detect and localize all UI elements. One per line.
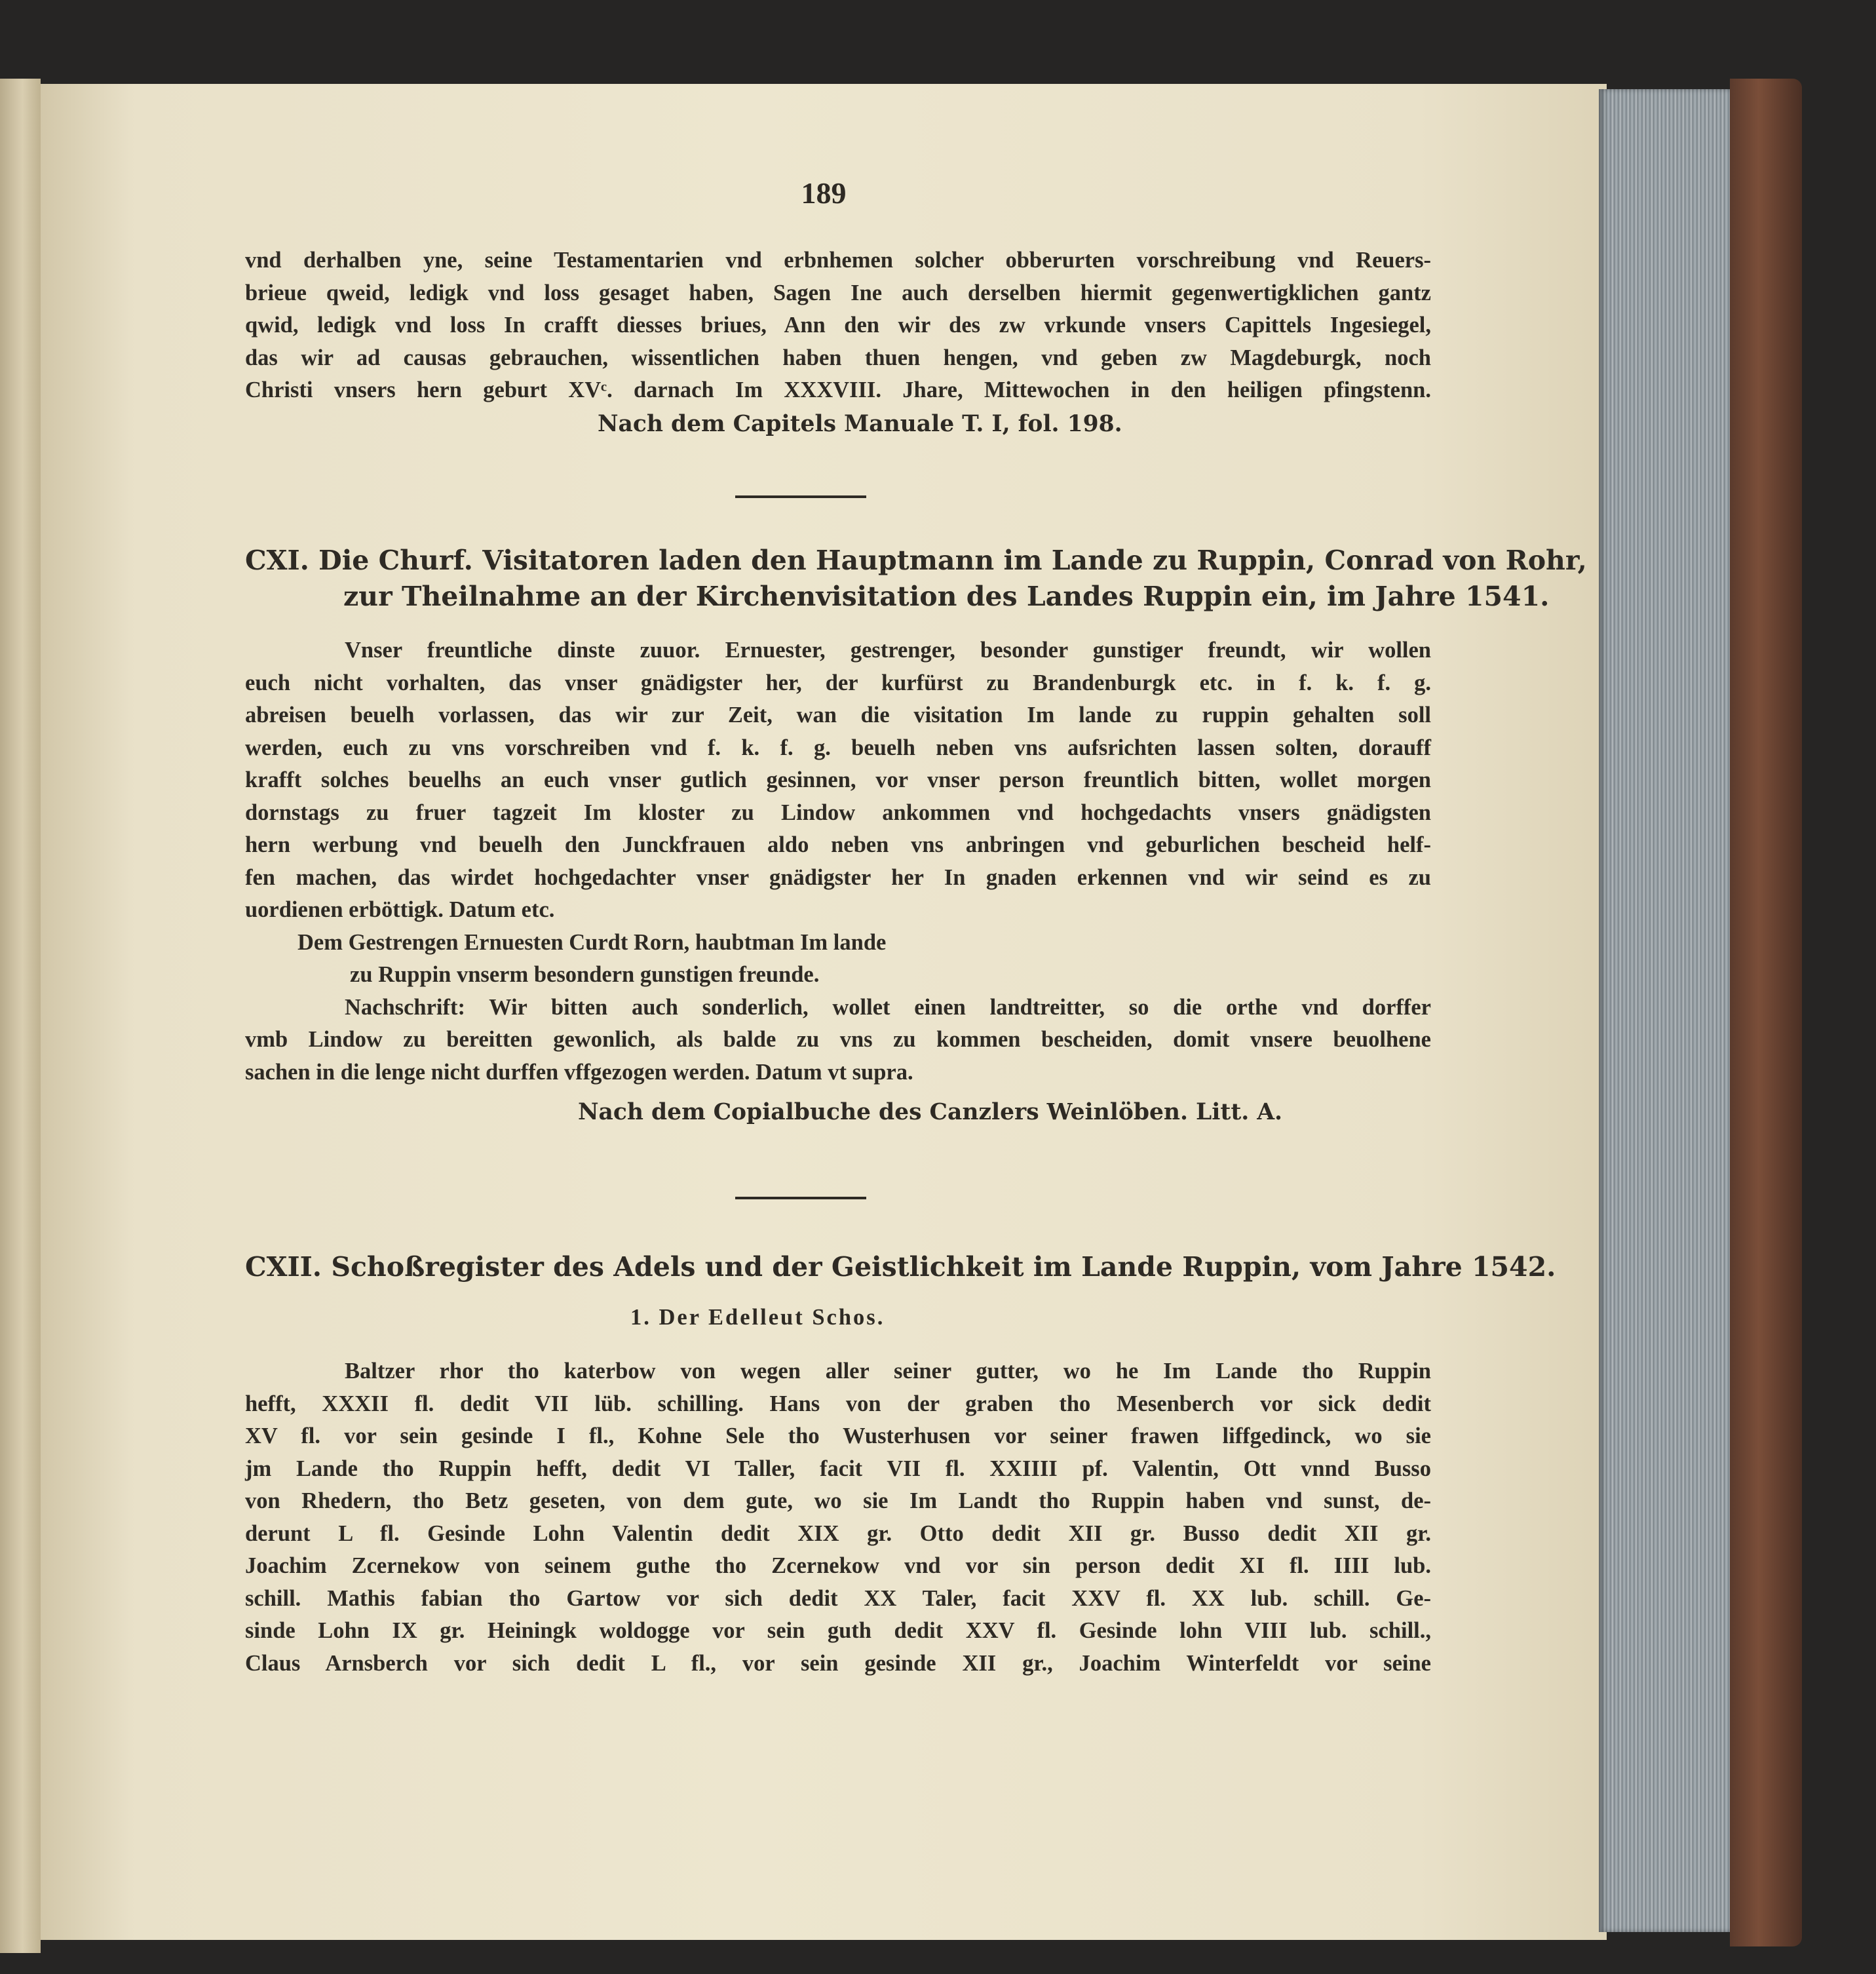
text-line: dornstags zu fruer tagzeit Im kloster zu Lindow ankommen vnd hochgedachts vnsers gnädigsten	[245, 800, 1431, 825]
text-line: qwid, ledigk vnd loss In crafft diesses briues, Ann den wir des zw vrkunde vnsers Capittels Ingesiegel,	[245, 313, 1431, 338]
text-line: sinde Lohn IX gr. Heiningk woldogge vor sein guth dedit XXV fl. Gesinde lohn VIII lub. schill.,	[245, 1618, 1431, 1643]
text-line: uordienen erböttigk. Datum etc.	[245, 897, 555, 922]
section-cxii-body	[245, 1355, 1431, 1680]
page-number: 189	[801, 176, 847, 210]
text-line: derunt L fl. Gesinde Lohn Valentin dedit XIX gr. Otto dedit XII gr. Busso dedit XII gr.	[245, 1520, 1431, 1546]
text-line: jm Lande tho Ruppin hefft, dedit VI Taller, facit VII fl. XXIIII pf. Valentin, Ott vnnd Busso	[245, 1456, 1431, 1481]
text-line: hern werbung vnd beuelh den Junckfrauen aldo neben vns anbringen vnd geburlichen bescheid helf-	[245, 832, 1431, 857]
heading-line: CXI. Die Churf. Visitatoren laden den Hauptmann im Lande zu Ruppin, Conrad von Rohr,	[245, 545, 1587, 576]
book-page	[41, 84, 1607, 1940]
postscript-line: Nachschrift: Wir bitten auch sonderlich, wollet einen landtreitter, so die orthe vnd dorffer	[345, 994, 1431, 1020]
text-line: XV fl. vor sein gesinde I fl., Kohne Sele tho Wusterhusen vor seiner frawen liffgedinck, wo sie	[245, 1423, 1431, 1448]
text-line: Christi vnsers hern geburt XVᶜ. darnach Im XXXVIII. Jhare, Mittewochen in den heiligen pfingstenn.	[245, 377, 1431, 402]
source-citation: Nach dem Capitels Manuale T. I, fol. 198.	[598, 411, 1122, 437]
text-line: das wir ad causas gebrauchen, wissentlichen haben thuen hengen, vnd geben zw Magdeburgk, noch	[245, 345, 1431, 370]
source-reference	[578, 1096, 1364, 1129]
section-divider	[735, 495, 866, 498]
text-line: werden, euch zu vns vorschreiben vnd f. k. f. g. beuelh neben vns aufsrichten lassen solten, dorauff	[245, 735, 1431, 760]
section-cxi-heading	[245, 543, 1587, 615]
text-line: brieue qweid, ledigk vnd loss gesaget haben, Sagen Ine auch derselben hiermit gegenwertigklichen gantz	[245, 280, 1431, 305]
page-edges	[1599, 89, 1730, 1932]
text-line: krafft solches beuelhs an euch vnser gutlich gesinnen, vor vnser person freuntlich bitten, wollet morgen	[245, 767, 1431, 792]
postscript-line: sachen in die lenge nicht durffen vffgezogen werden. Datum vt supra.	[245, 1059, 913, 1085]
text-line: euch nicht vorhalten, das vnser gnädigster her, der kurfürst zu Brandenburgk etc. in f. k. f. g.	[245, 670, 1431, 695]
text-line: abreisen beuelh vorlassen, das wir zur Zeit, wan die visitation Im lande zu ruppin gehalten soll	[245, 703, 1431, 727]
source-citation: Nach dem Copialbuche des Canzlers Weinlöben. Litt. A.	[578, 1099, 1283, 1125]
facing-page-edge	[0, 79, 41, 1953]
book-cover	[1730, 79, 1802, 1946]
section-cxi-body	[245, 634, 1431, 1089]
heading-line: CXII. Schoßregister des Adels und der Geistlichkeit im Lande Ruppin, vom Jahre 1542.	[245, 1251, 1556, 1283]
section-cxii-subheading	[630, 1302, 1155, 1334]
text-line: Baltzer rhor tho katerbow von wegen aller seiner gutter, wo he Im Lande tho Ruppin	[345, 1359, 1431, 1384]
continuation-text	[245, 244, 1431, 407]
text-line: vnd derhalben yne, seine Testamentarien vnd erbnhemen solcher obberurten vorschreibung vnd Reuers-	[245, 248, 1431, 273]
text-line: schill. Mathis fabian tho Gartow vor sich dedit XX Taler, facit XXV fl. XX lub. schill. Ge-	[245, 1585, 1431, 1611]
text-line: hefft, XXXII fl. dedit VII lüb. schilling. Hans von der graben tho Mesenberch vor sick dedit	[245, 1391, 1431, 1416]
section-cxii-heading	[245, 1249, 1556, 1285]
address-line: Dem Gestrengen Ernuesten Curdt Rorn, haubtman Im lande	[297, 929, 887, 955]
section-divider	[735, 1197, 866, 1199]
heading-line: zur Theilnahme an der Kirchenvisitation des Landes Ruppin ein, im Jahre 1541.	[343, 581, 1550, 612]
text-line: Joachim Zcernekow von seinem guthe tho Zcernekow vnd vor sin person dedit XI fl. IIII lub.	[245, 1553, 1431, 1578]
text-line: Vnser freuntliche dinste zuuor. Ernuester, gestrenger, besonder gunstiger freundt, wir wollen	[345, 638, 1431, 663]
text-line: Claus Arnsberch vor sich dedit L fl., vor sein gesinde XII gr., Joachim Winterfeldt vor seine	[245, 1650, 1431, 1676]
address-line: zu Ruppin vnserm besondern gunstigen freunde.	[350, 962, 820, 987]
text-line: fen machen, das wirdet hochgedachter vnser gnädigster her In gnaden erkennen vnd wir seind es zu	[245, 864, 1431, 890]
subheading: 1. Der Edelleut Schos.	[630, 1305, 885, 1330]
text-line: von Rhedern, tho Betz geseten, von dem gute, wo sie Im Landt tho Ruppin haben vnd sunst, de-	[245, 1488, 1431, 1513]
source-reference	[598, 408, 1318, 441]
postscript-line: vmb Lindow zu bereitten gewonlich, als balde zu vns zu kommen bescheiden, domit vnsere beuolhene	[245, 1027, 1431, 1052]
